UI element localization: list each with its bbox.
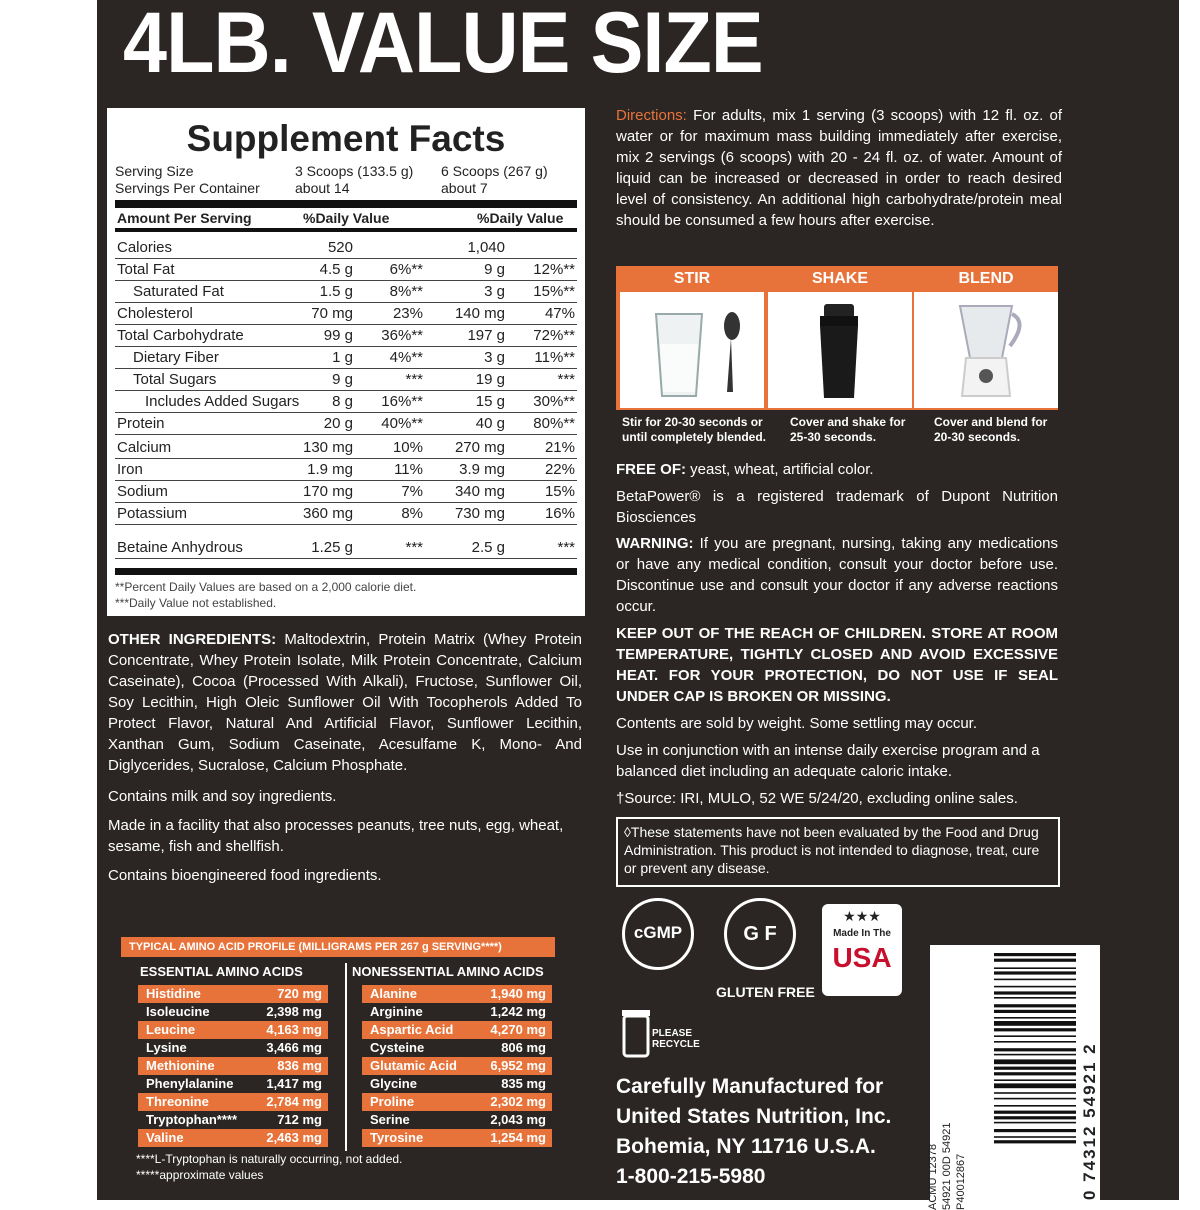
shake-caption: Cover and shake for 25-30 seconds. xyxy=(790,415,906,444)
facts-cell-p1: 6%** xyxy=(389,261,423,278)
serving-size-2: 6 Scoops (267 g) xyxy=(441,163,548,179)
facts-cell-name: Total Carbohydrate xyxy=(117,327,244,344)
amino-row xyxy=(362,1075,552,1093)
facts-cell-v2: 197 g xyxy=(467,327,505,344)
manufacturer-line2: United States Nutrition, Inc. xyxy=(616,1105,892,1128)
amino-row xyxy=(362,1003,552,1021)
amino-row xyxy=(138,1057,328,1075)
facts-cell-v1: 1 g xyxy=(332,349,353,366)
amino-value: 806 mg xyxy=(501,1040,546,1055)
facts-cell-p2: 15%** xyxy=(533,283,575,300)
facts-cell-v1: 1.25 g xyxy=(311,539,353,556)
amino-name: Tyrosine xyxy=(370,1130,424,1145)
facts-cell-v2: 730 mg xyxy=(454,505,505,522)
amino-name: Valine xyxy=(146,1130,184,1145)
servings-2: about 7 xyxy=(441,180,488,196)
facts-cell-p2: 21% xyxy=(544,439,575,456)
barcode-code3: P40012867 xyxy=(955,1153,967,1210)
facts-cell-p2: 72%** xyxy=(533,327,575,344)
blender-icon xyxy=(914,292,1058,408)
contains-milk-soy: Contains milk and soy ingredients. xyxy=(108,788,337,805)
facts-cell-name: Betaine Anhydrous xyxy=(117,539,243,556)
sold-by-weight: Contents are sold by weight. Some settling may occur. xyxy=(616,715,978,732)
essential-heading: ESSENTIAL AMINO ACIDS xyxy=(140,964,303,979)
facts-cell-v1: 360 mg xyxy=(303,505,354,522)
amino-value: 2,398 mg xyxy=(266,1004,322,1019)
facts-cell-name: Calories xyxy=(117,239,173,256)
facts-footnote: **Percent Daily Values are based on a 2,000 calorie diet. xyxy=(115,580,417,594)
facts-cell-p1: 7% xyxy=(401,483,423,500)
amino-value: 2,784 mg xyxy=(266,1094,322,1109)
keep-out-warning: KEEP OUT OF THE REACH OF CHILDREN. STORE AT ROOM TEMPERATURE, TIGHTLY CLOSED AND AVOID EXCESSIVE HEAT. FOR YOUR PROTECTION, DO NOT USE IF SEAL UNDER CAP IS BROKEN OR MISSING. xyxy=(616,625,1058,705)
facts-cell-name: Protein xyxy=(117,415,165,432)
facts-cell-p2: 22% xyxy=(544,461,575,478)
phone-number: 1-800-215-5980 xyxy=(616,1165,766,1188)
amino-name: Alanine xyxy=(370,986,417,1001)
facts-cell-p2: 47% xyxy=(544,305,575,322)
facts-cell-v1: 8 g xyxy=(332,393,353,410)
amino-footnote: ****L-Tryptophan is naturally occurring, not added. xyxy=(136,1152,403,1166)
facts-cell-name: Dietary Fiber xyxy=(133,349,219,366)
directions-label: Directions: xyxy=(616,107,687,124)
amount-header: Amount Per Serving xyxy=(117,210,252,226)
gluten-free-logo xyxy=(724,898,796,970)
facts-cell-v1: 1.5 g xyxy=(319,283,353,300)
stir-caption: Stir for 20-30 seconds or until completely blended. xyxy=(622,415,767,444)
facts-cell-v2: 1,040 xyxy=(467,239,505,256)
free-of-label: FREE OF: xyxy=(616,461,686,478)
facts-cell-p2: *** xyxy=(557,539,575,556)
amino-value: 712 mg xyxy=(277,1112,322,1127)
facts-cell-v2: 3.9 mg xyxy=(459,461,505,478)
facts-row xyxy=(115,502,577,525)
directions-text: For adults, mix 1 serving (3 scoops) with 12 fl. oz. of water or for maximum mass building immediately after exercise, mix 2 servings (6 scoops) with 20 - 24 fl. oz. of water. Amount of liquid can be increased or decreased in order to reach desired level of consistency. An additional high carbohydrate/protein meal should be consumed a few hours after exercise. xyxy=(616,107,1063,229)
amino-value: 2,043 mg xyxy=(490,1112,546,1127)
shake-label: SHAKE xyxy=(811,270,868,287)
directions xyxy=(616,105,1062,231)
amino-name: Glycine xyxy=(370,1076,417,1091)
amino-name: Proline xyxy=(370,1094,415,1109)
exercise-note: Use in conjunction with an intense daily exercise program and a balanced diet including an adequate caloric intake. xyxy=(616,742,1040,780)
amino-row xyxy=(362,985,552,1003)
amino-value: 6,952 mg xyxy=(490,1058,546,1073)
facility-statement: Made in a facility that also processes peanuts, tree nuts, egg, wheat, sesame, fish and shellfish. xyxy=(108,817,564,855)
facts-cell-p2: 11%** xyxy=(534,349,575,366)
blend-caption: Cover and blend for 20-30 seconds. xyxy=(934,415,1048,444)
facts-cell-p1: *** xyxy=(405,539,423,556)
amino-name: Methionine xyxy=(146,1058,215,1073)
facts-cell-name: Calcium xyxy=(117,439,172,456)
facts-cell-name: Includes Added Sugars xyxy=(145,393,300,410)
amino-row xyxy=(138,1039,328,1057)
facts-row xyxy=(115,258,577,281)
free-of xyxy=(616,459,874,480)
stir-label: STIR xyxy=(673,270,711,287)
facts-cell-p1: 23% xyxy=(392,305,423,322)
barcode-text-rotated xyxy=(927,945,1100,1210)
supplement-facts-panel xyxy=(107,108,585,616)
facts-cell-p1: 8% xyxy=(401,505,423,522)
facts-cell-p2: 16% xyxy=(544,505,575,522)
page-title: 4LB. VALUE SIZE xyxy=(123,0,763,91)
facts-cell-v1: 70 mg xyxy=(311,305,353,322)
amino-value: 1,242 mg xyxy=(490,1004,546,1019)
facts-cell-v1: 170 mg xyxy=(303,483,354,500)
amino-row xyxy=(362,1039,552,1057)
serving-size-label: Serving Size xyxy=(115,163,194,179)
amino-value: 835 mg xyxy=(501,1076,546,1091)
free-of-text: yeast, wheat, artificial color. xyxy=(690,461,874,478)
facts-cell-v1: 4.5 g xyxy=(319,261,353,278)
recycle-text: PLEASE RECYCLE xyxy=(652,1028,700,1050)
facts-row xyxy=(115,458,577,481)
facts-cell-name: Potassium xyxy=(117,505,188,522)
facts-row xyxy=(115,236,577,259)
facts-cell-name: Sodium xyxy=(117,483,168,500)
facts-cell-p1: *** xyxy=(405,371,423,388)
warning xyxy=(616,533,1058,617)
ingredients-text: Maltodextrin, Protein Matrix (Whey Protein Concentrate, Whey Protein Isolate, Milk Protein Concentrate, Calcium Caseinate), Cocoa (Processed With Alkali), Fructose, Sunflower Oil, Soy Lecithin, High Oleic Sunflower Oil With Tocopherols Added To Protect Flavor, Natural And Artificial Flavor, Sunflower Lecithin, Xanthan Gum, Sodium Caseinate, Acesulfame K, Mono- And Diglycerides, Sucralose, Calcium Phosphate. xyxy=(108,631,582,774)
facts-cell-v2: 19 g xyxy=(475,371,505,388)
shake-image xyxy=(768,292,912,408)
bioengineered-statement: Contains bioengineered food ingredients. xyxy=(108,867,382,884)
facts-cell-v2: 15 g xyxy=(475,393,505,410)
barcode-number: 0 74312 54921 2 xyxy=(1080,1042,1099,1200)
stir-image xyxy=(620,292,764,408)
facts-cell-v1: 99 g xyxy=(323,327,353,344)
mixing-instructions xyxy=(616,266,1058,410)
amino-row xyxy=(138,985,328,1003)
source-note: †Source: IRI, MULO, 52 WE 5/24/20, excluding online sales. xyxy=(616,790,1018,807)
facts-cell-v2: 3 g xyxy=(484,349,505,366)
amino-value: 720 mg xyxy=(277,986,322,1001)
amino-name: Tryptophan**** xyxy=(146,1112,238,1127)
facts-cell-v1: 1.9 mg xyxy=(307,461,353,478)
amino-value: 4,163 mg xyxy=(266,1022,322,1037)
facts-footnote: ***Daily Value not established. xyxy=(115,596,277,610)
amino-name: Phenylalanine xyxy=(146,1076,234,1091)
facts-row xyxy=(115,280,577,303)
fda-disclaimer: ◊These statements have not been evaluated by the Food and Drug Administration. This product is not intended to diagnose, treat, cure or prevent any disease. xyxy=(616,817,1060,887)
facts-row xyxy=(115,302,577,325)
facts-cell-p2: 15% xyxy=(544,483,575,500)
manufacturer-line3: Bohemia, NY 11716 U.S.A. xyxy=(616,1135,876,1158)
serving-size-1: 3 Scoops (133.5 g) xyxy=(295,163,414,179)
blend-image xyxy=(914,292,1058,408)
amino-name: Aspartic Acid xyxy=(370,1022,454,1037)
amino-value: 3,466 mg xyxy=(266,1040,322,1055)
amino-name: Glutamic Acid xyxy=(370,1058,457,1073)
amino-name: Histidine xyxy=(146,986,201,1001)
blend-label: BLEND xyxy=(958,270,1014,287)
facts-cell-p1: 40%** xyxy=(381,415,423,432)
facts-cell-v2: 270 mg xyxy=(454,439,505,456)
facts-cell-v2: 2.5 g xyxy=(471,539,505,556)
warning-text: If you are pregnant, nursing, taking any medications or have any medical condition, consult your doctor before use. Discontinue use and consult your doctor if any adverse reactions occur. xyxy=(616,535,1059,615)
facts-cell-v2: 3 g xyxy=(484,283,505,300)
amino-name: Arginine xyxy=(370,1004,423,1019)
amino-name: Lysine xyxy=(146,1040,187,1055)
usa-text: USA xyxy=(832,942,892,973)
facts-row xyxy=(115,480,577,503)
amino-value: 2,302 mg xyxy=(490,1094,546,1109)
barcode-code2: 54921 00D 54921 xyxy=(941,1122,953,1210)
cgmp-text: cGMP xyxy=(633,923,683,942)
facts-row xyxy=(115,390,577,413)
facts-divider xyxy=(115,200,577,208)
recycle-logo xyxy=(622,1008,718,1060)
amino-value: 1,417 mg xyxy=(266,1076,322,1091)
facts-row xyxy=(115,412,577,435)
gf-text: G F xyxy=(743,923,777,945)
facts-cell-p1: 10% xyxy=(392,439,423,456)
facts-cell-p1: 4%** xyxy=(389,349,423,366)
amino-value: 1,254 mg xyxy=(490,1130,546,1145)
amino-row xyxy=(138,1003,328,1021)
facts-cell-v2: 340 mg xyxy=(454,483,505,500)
recycle-bin-icon xyxy=(622,1008,652,1058)
facts-cell-v2: 9 g xyxy=(484,261,505,278)
facts-cell-name: Cholesterol xyxy=(117,305,193,322)
betapower-trademark: BetaPower® is a registered trademark of Dupont Nutrition Biosciences xyxy=(616,488,1058,526)
facts-title: Supplement Facts xyxy=(186,118,506,159)
gluten-free-text: GLUTEN FREE xyxy=(716,984,815,1000)
facts-row xyxy=(115,436,577,459)
amino-row xyxy=(362,1057,552,1075)
shaker-bottle-icon xyxy=(768,292,912,408)
servings-1: about 14 xyxy=(295,180,350,196)
amino-row xyxy=(138,1021,328,1039)
facts-cell-p1: 36%** xyxy=(381,327,423,344)
facts-cell-name: Iron xyxy=(117,461,143,478)
dv-header-1: %Daily Value xyxy=(303,210,390,226)
amino-name: Cysteine xyxy=(370,1040,425,1055)
facts-cell-p2: 30%** xyxy=(533,393,575,410)
facts-cell-name: Total Sugars xyxy=(133,371,217,388)
facts-cell-v1: 130 mg xyxy=(303,439,354,456)
facts-cell-p1: 11% xyxy=(394,461,423,478)
facts-cell-name: Total Fat xyxy=(117,261,175,278)
facts-cell-p2: 12%** xyxy=(533,261,575,278)
barcode-code1: ACMU 12378 xyxy=(927,1143,939,1210)
amino-value: 4,270 mg xyxy=(490,1022,546,1037)
amino-value: 2,463 mg xyxy=(266,1130,322,1145)
facts-cell-v2: 40 g xyxy=(475,415,505,432)
amino-value: 1,940 mg xyxy=(490,986,546,1001)
warning-label: WARNING: xyxy=(616,535,694,552)
amino-divider xyxy=(345,963,347,1151)
amino-row xyxy=(362,1111,552,1129)
glass-spoon-icon xyxy=(620,292,764,408)
facts-cell-p1: 16%** xyxy=(381,393,423,410)
facts-cell-v1: 9 g xyxy=(332,371,353,388)
amino-row xyxy=(138,1111,328,1129)
amino-row xyxy=(362,1129,552,1147)
facts-cell-p2: *** xyxy=(557,371,575,388)
manufacturer-line1: Carefully Manufactured for xyxy=(616,1075,884,1098)
nonessential-heading: NONESSENTIAL AMINO ACIDS xyxy=(352,964,544,979)
dv-header-2: %Daily Value xyxy=(477,210,564,226)
amino-name: Isoleucine xyxy=(146,1004,210,1019)
facts-cell-name: Saturated Fat xyxy=(133,283,224,300)
amino-footnote: *****approximate values xyxy=(136,1168,264,1182)
ingredients-label: OTHER INGREDIENTS: xyxy=(108,631,277,648)
facts-cell-p2: 80%** xyxy=(533,415,575,432)
facts-row xyxy=(115,368,577,391)
facts-cell-v1: 520 xyxy=(327,239,353,256)
made-in-usa-logo xyxy=(822,904,902,996)
barcode-area xyxy=(927,945,1100,1210)
amino-name: Leucine xyxy=(146,1022,196,1037)
amino-name: Threonine xyxy=(146,1094,209,1109)
facts-divider xyxy=(115,228,577,232)
amino-value: 836 mg xyxy=(277,1058,322,1073)
cgmp-logo xyxy=(622,898,694,970)
stars-icon: ★★★ xyxy=(843,908,881,924)
amino-row xyxy=(138,1075,328,1093)
facts-row xyxy=(115,346,577,369)
made-in-text: Made In The xyxy=(833,928,891,939)
other-ingredients xyxy=(108,629,582,776)
servings-per-container-label: Servings Per Container xyxy=(115,180,260,196)
facts-cell-p1: 8%** xyxy=(389,283,423,300)
amino-row xyxy=(362,1093,552,1111)
facts-cell-v2: 140 mg xyxy=(454,305,505,322)
amino-title: TYPICAL AMINO ACID PROFILE (MILLIGRAMS PER 267 g SERVING****) xyxy=(121,937,555,957)
facts-row xyxy=(115,536,577,559)
amino-name: Serine xyxy=(370,1112,410,1127)
facts-row xyxy=(115,324,577,347)
amino-row xyxy=(362,1021,552,1039)
facts-divider xyxy=(115,568,577,575)
amino-row xyxy=(138,1093,328,1111)
facts-cell-v1: 20 g xyxy=(323,415,353,432)
amino-row xyxy=(138,1129,328,1147)
